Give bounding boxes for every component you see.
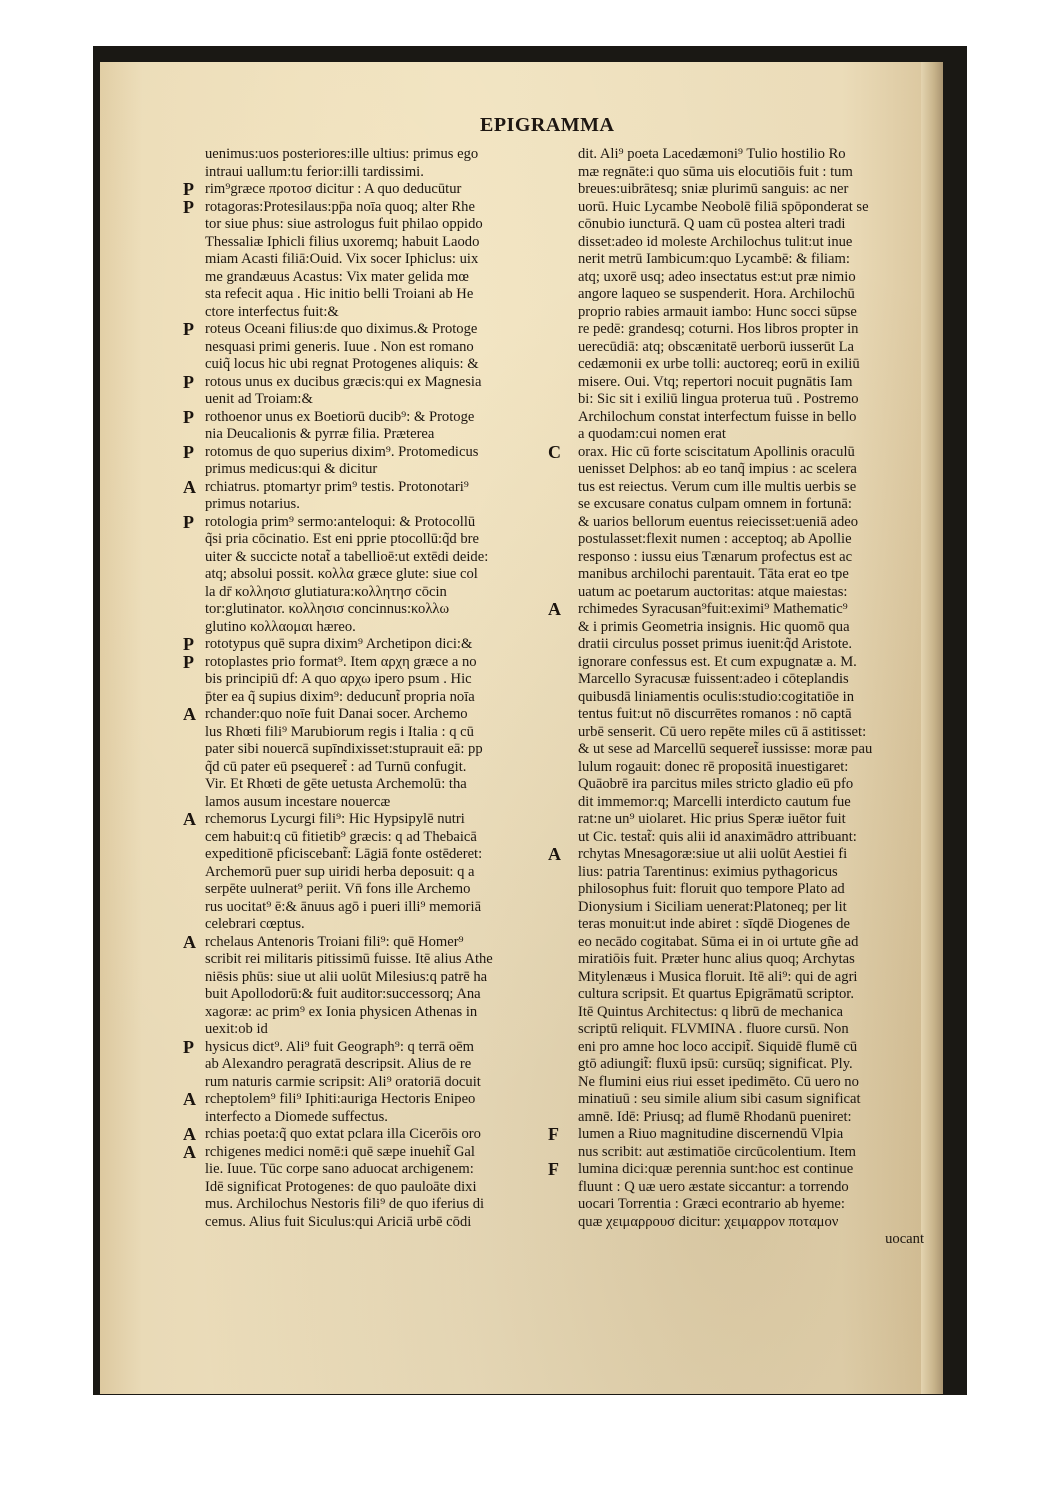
text-line: & uarios bellorum euentus reiecisset:ueniā adeo — [578, 513, 859, 530]
text-line: tus est reiectus. Verum cum ille multis uerbis se — [578, 478, 857, 495]
text-line: intraui uallum:tu ferior:illi tardissimi. — [205, 163, 424, 180]
text-line: breues:uibrātesq; sniæ plurimū sanguis: ac ner — [578, 181, 849, 197]
text-line: Vir. Et Rhœti de gēte uetusta Archemolū: tha — [205, 776, 467, 792]
text-line: re pedē: grandesq; coturni. Hos libros propter in — [578, 321, 859, 337]
right-text-column — [548, 146, 948, 1249]
text-line: fluunt : Q uæ uero æstate siccantur: a torrendo — [578, 1178, 849, 1195]
marginal-initial-letter: P — [183, 179, 194, 199]
text-line: Thessaliæ Iphicli filius uxoremq; habuit Laodo — [205, 233, 480, 250]
marginal-initial-letter: F — [548, 1124, 559, 1144]
text-line: miratiōis fuit. Præter hunc alius quoq; Archytas — [578, 951, 855, 967]
text-line: miam Acasti filiā:Ouid. Vix socer Iphiclus: uix — [205, 251, 479, 267]
marginal-initial-letter: A — [183, 931, 196, 952]
text-line: glutino κολλαομαι hæreo. — [205, 618, 356, 635]
text-line: a quodam:cui nomen erat — [578, 426, 726, 442]
text-line: rchiatrus. ptomartyr prim⁹ testis. Protonotari⁹ — [205, 478, 469, 495]
text-line: rotologia prim⁹ sermo:anteloqui: & Protocollū — [205, 513, 476, 530]
marginal-initial-letter: P — [183, 1036, 194, 1057]
text-line: minatiuū : seu simile alium sibi casum significat — [578, 1091, 861, 1107]
text-line: rus uocitat⁹ ē:& ānuus agō i pueri illi⁹ memoriā — [205, 898, 482, 915]
text-line: Idē significat Protogenes: de quo pauloāte dixi — [205, 1178, 477, 1195]
marginal-initial-letter: C — [548, 441, 561, 462]
text-line: lumina dici:quæ perennia sunt:hoc est continue — [578, 1161, 854, 1177]
text-line: rchias poeta:q̃ quo extat pclara illa Cicerōis oro — [205, 1126, 481, 1142]
marginal-initial-letter: P — [183, 319, 194, 339]
text-line: rchimedes Syracusan⁹fuit:eximi⁹ Mathematic⁹ — [578, 601, 848, 617]
text-line: mus. Archilochus Nestoris fili⁹ de quo iferius di — [205, 1196, 485, 1212]
marginal-initial-letter: P — [183, 196, 194, 217]
text-line: manibus archilochi parentauit. Tāta erat eo tpe — [578, 566, 849, 582]
text-line: pater sibi nouercā supīndixisset:stuprauit eā: pp — [205, 741, 483, 757]
text-line: eo necādo cogitabat. Sūma ei in oi urtute gñe ad — [578, 933, 859, 950]
marginal-initial-letter: A — [183, 1124, 196, 1144]
text-line: nerit metrū Iambicum:quo Lycambē: & filiam: — [578, 251, 850, 267]
running-head: EPIGRAMMA — [480, 114, 615, 136]
text-line: nia Deucalionis & pyrræ filia. Præterea — [205, 426, 435, 442]
text-line: dit immemor:q; Marcelli interdicto cautum fue — [578, 793, 851, 810]
marginal-initial-letter: A — [183, 1141, 196, 1162]
text-line: amnē. Idē: Priusq; ad flumē Rhodanū pueniret: — [578, 1108, 852, 1125]
text-line: rotagoras:Protesilaus:pp̄a noīa quoq; alter Rhe — [205, 198, 475, 215]
text-line: sta refecit aqua . Hic initio belli Troiani ab He — [205, 286, 474, 302]
marginal-initial-letter: A — [183, 476, 196, 497]
text-line: ignorare confessus est. Et cum expugnatæ a. M. — [578, 653, 857, 670]
text-line: dratii circulus posset primus iuenit:q̃d Aristote. — [578, 636, 853, 652]
marginal-initial-letter: A — [183, 809, 196, 829]
text-line: mæ regnāte:i quo sūma uis elocutiōis fuit : tum — [578, 163, 853, 180]
text-line: nesquasi primi generis. Iuue . Non est romano — [205, 338, 474, 355]
text-line: tor:glutinator. κολλησισ concinnus:κολλω — [205, 601, 450, 617]
text-line: uenimus:uos posteriores:ille ultius: primus ego — [205, 146, 479, 162]
text-line: rchander:quo noīe fuit Danai socer. Archemo — [205, 706, 468, 722]
text-line: interfecto a Diomede suffectus. — [205, 1108, 388, 1125]
text-line: philosophus fuit: floruit quo tempore Plato ad — [578, 881, 845, 897]
text-line: buit Apollodorū:& fuit auditor:successorq; Ana — [205, 986, 481, 1002]
text-line: & i primis Geometria insignis. Hic quomō qua — [578, 618, 850, 635]
marginal-initial-letter: A — [548, 844, 561, 864]
text-line: celebrari cœptus. — [205, 916, 305, 932]
text-line: scriptū reliquit. FLVMINA . fluore cursū. Non — [578, 1021, 849, 1037]
text-line: niēsis phūs: siue ut alii uolūt Milesius:q patrē ha — [205, 968, 488, 985]
text-line: urbē senserit. Cū uero repēte miles cū ā astitisset: — [578, 723, 867, 740]
marginal-initial-letter: A — [183, 1089, 196, 1109]
text-line: Itē Quintus Architectus: q librū de mechanica — [578, 1003, 844, 1020]
text-line: uenisset Delphos: ab eo tanq̃ impius : ac scelera — [578, 461, 857, 477]
text-line: rothoenor unus ex Boetiorū ducib⁹: & Protoge — [205, 408, 475, 425]
text-line: me grandæuus Acastus: Vix mater gelida mœ — [205, 268, 469, 285]
text-line: cuiq̃ locus hic ubi regnat Protogenes aliquis: & — [205, 356, 479, 372]
text-line: p̄ter ea q̃ supius dixim⁹: deducunt̃ propria noīa — [205, 688, 475, 705]
marginal-initial-letter: A — [548, 599, 561, 619]
text-line: teras monuit:ut inde abiret : sīqdē Diogenes de — [578, 916, 850, 932]
text-line: uocari Torrentia : Græci econtrario ab hyeme: — [578, 1196, 845, 1212]
text-line: scribit rei militaris pitissimū fuisse. Itē alius Athe — [205, 951, 493, 967]
text-line: xagoræ: ac prim⁹ ex Ionia physicen Athenas in — [205, 1003, 478, 1020]
text-line: rim⁹græce προτοσ dicitur : A quo deducūtur — [205, 181, 462, 197]
text-line: uiter & succicte notat̃ a tabellioē:ut extēdi deide: — [205, 548, 489, 565]
scanned-page-frame — [93, 46, 967, 1395]
text-line: Mitylenæus i Musica floruit. Itē ali⁹: qui de agri — [578, 968, 858, 985]
marginal-initial-letter: A — [183, 704, 196, 724]
text-line: uocant — [885, 1231, 924, 1247]
text-line: quæ χειμαρρουσ dicitur: χειμαρρον ποταμον — [578, 1213, 839, 1230]
marginal-initial-letter: P — [183, 371, 194, 392]
text-line: ctore interfectus fuit:& — [205, 303, 339, 320]
text-line: uenit ad Troiam:& — [205, 391, 313, 407]
text-line: expeditionē pficiscebant̃: Lāgiā fonte ostēderet: — [205, 846, 483, 862]
text-line: Archemorū puer sup uiridi herba deposuit: q a — [205, 863, 475, 880]
text-line: rchelaus Antenoris Troiani fili⁹: quē Homer⁹ — [205, 933, 464, 950]
text-line: rchytas Mnesagoræ:siue ut alii uolūt Aestiei fi — [578, 846, 848, 862]
text-line: eni pro amne hoc loco accipit̃. Siquidē flumē cū — [578, 1038, 858, 1055]
text-line: dit. Ali⁹ poeta Lacedæmoni⁹ Tulio hostilio Ro — [578, 146, 846, 162]
text-line: serpēte uulnerat⁹ periit. Vn̄ fons ille Archemo — [205, 881, 471, 897]
text-line: orax. Hic cū forte sciscitatum Apollinis oraculū — [578, 443, 855, 460]
text-line: lulum rogauit: donec rē propositā inuestigaret: — [578, 758, 849, 775]
text-line: bis principiū df: A quo αρχω ipero psum . Hic — [205, 671, 472, 687]
text-line: primus notarius. — [205, 496, 300, 512]
text-line: bi: Sic sit i exiliū lingua proterua tuū . Postremo — [578, 391, 859, 407]
text-line: uexit:ob id — [205, 1021, 268, 1037]
text-line: rum naturis carmie scripsit: Ali⁹ oratoriā docuit — [205, 1073, 481, 1090]
text-line: cōnubio iuncturā. Q uam cū postea alteri tradi — [578, 216, 846, 232]
marginal-initial-letter: F — [548, 1159, 559, 1179]
text-line: lumen a Riuo magnitudine discernendū Vlpia — [578, 1126, 844, 1142]
text-line: rotoplastes prio format⁹. Item αρχη græce a no — [205, 653, 477, 670]
text-line: lus Rhœti fili⁹ Marubiorum regis i Italia : q cū — [205, 723, 474, 740]
text-line: rat:ne un⁹ uiolaret. Hic prius Speræ iuētor fuit — [578, 811, 846, 827]
text-line: atq; absolui possit. κολλα græce glute: siue col — [205, 566, 478, 582]
text-line: tor siue phus: siue astrologus fuit philao oppido — [205, 216, 483, 232]
text-line: rototypus quē supra dixim⁹ Archetipon dici:& — [205, 636, 473, 652]
left-text-column — [183, 146, 575, 1231]
text-line: Ne flumini eius riui esset ipedimēto. Cū uero no — [578, 1073, 859, 1090]
text-line: rotomus de quo superius dixim⁹. Protomedicus — [205, 443, 479, 460]
text-line: rcheptolem⁹ fili⁹ Iphiti:auriga Hectoris Enipeo — [205, 1091, 476, 1107]
text-line: angore laqueo se suspenderit. Hora. Archilochū — [578, 286, 855, 302]
text-line: Archilochum constat interfectum fuisse in bello — [578, 408, 857, 425]
text-line: rchemorus Lycurgi fili⁹: Hic Hypsipylē nutri — [205, 811, 465, 827]
text-line: lie. Iuue. Tūc corpe sano aduocat archigenem: — [205, 1161, 474, 1177]
text-line: Dionysium i Siciliam uenerat:Platoneq; per lit — [578, 898, 847, 915]
text-line: atq; uxorē usq; adeo insectatus est:ut præ nimio — [578, 268, 856, 285]
text-line: se excusare conatus culpam omnem in fortunā: — [578, 496, 852, 512]
text-line: hysicus dict⁹. Ali⁹ fuit Geograph⁹: q terrā oēm — [205, 1038, 474, 1055]
text-line: cultura scripsit. Et quartus Epigrāmatū scriptor. — [578, 986, 854, 1002]
text-line: cemus. Alius fuit Siculus:qui Ariciā urbē cōdi — [205, 1213, 472, 1230]
marginal-initial-letter: P — [183, 651, 194, 672]
text-line: uerecūdiā: atq; obscænitatē uerborū iusserūt La — [578, 338, 854, 355]
text-line: & ut sese ad Marcellū sequeret̃ iussisse: moræ pau — [578, 741, 873, 757]
marginal-initial-letter: P — [183, 634, 194, 654]
text-line: tentus fuit:ut nō discurrētes romanos : nō captā — [578, 706, 852, 722]
text-line: uatum ac poetarum auctoritas: atque maiestas: — [578, 583, 848, 600]
text-line: proprio rabies armauit iambo: Hunc socci sūpse — [578, 303, 857, 320]
text-line: gtō adiungit̃: fluxū ipsū: cursūq; significat. Ply. — [578, 1056, 853, 1072]
text-line: primus medicus:qui & dicitur — [205, 461, 378, 477]
marginal-initial-letter: P — [183, 441, 194, 462]
text-line: Quāobrē ira parcitus miles stricto gladio eū pfo — [578, 776, 854, 792]
text-line: cem habuit:q cū fitietib⁹ græcis: q ad Thebaicā — [205, 828, 477, 845]
text-line: cedæmonii ex urbe tolli: auctoreq; eorū in exiliū — [578, 356, 860, 372]
text-line: ut Cic. testat̃: quis alii id anaximādro attribuant: — [578, 828, 857, 845]
text-line: misere. Oui. Vtq; repertori nocuit pugnātis Iam — [578, 373, 853, 390]
text-line: lius: patria Tarentinus: eximius pythagoricus — [578, 863, 838, 880]
text-line: quibusdā liniamentis oculis:studio:cogitatiōe in — [578, 688, 855, 705]
text-line: Marcello Syracusæ fuissent:adeo i cōteplandis — [578, 671, 849, 687]
text-line: disset:adeo id moleste Archilochus tulit:ut inue — [578, 233, 853, 250]
text-line: postulasset:flexit numen : acceptoq; ab Apollie — [578, 531, 852, 547]
text-line: ab Alexandro peragratā descripsit. Alius de re — [205, 1056, 472, 1072]
text-line: nus scribit: aut æstimatiōe circūcolentium. Item — [578, 1143, 857, 1160]
text-line: responso : iussu eius Tænarum profectus est ac — [578, 548, 853, 565]
text-line: la dr̄ κολλησισ glutiatura:κολλητησ cōcin — [205, 583, 447, 600]
text-line: lamos ausum incestare nouercæ — [205, 793, 391, 810]
text-line: rchigenes medici nomē:i quē sæpe inuehit̃ Gal — [205, 1143, 475, 1160]
marginal-initial-letter: P — [183, 511, 194, 532]
text-line: q̃si pria cōcinatio. Est eni pprie ptocollū:q̃d bre — [205, 531, 479, 547]
text-line: rotous unus ex ducibus græcis:qui ex Magnesia — [205, 373, 482, 390]
text-line: q̃d cū pater eū psequeret̃ : ad Turnū confugit. — [205, 758, 467, 775]
text-line: uorū. Huic Lycambe Neobolē filiā spōponderat se — [578, 198, 869, 215]
text-line: roteus Oceani filius:de quo diximus.& Protoge — [205, 321, 478, 337]
book-page — [100, 62, 943, 1394]
marginal-initial-letter: P — [183, 406, 194, 427]
